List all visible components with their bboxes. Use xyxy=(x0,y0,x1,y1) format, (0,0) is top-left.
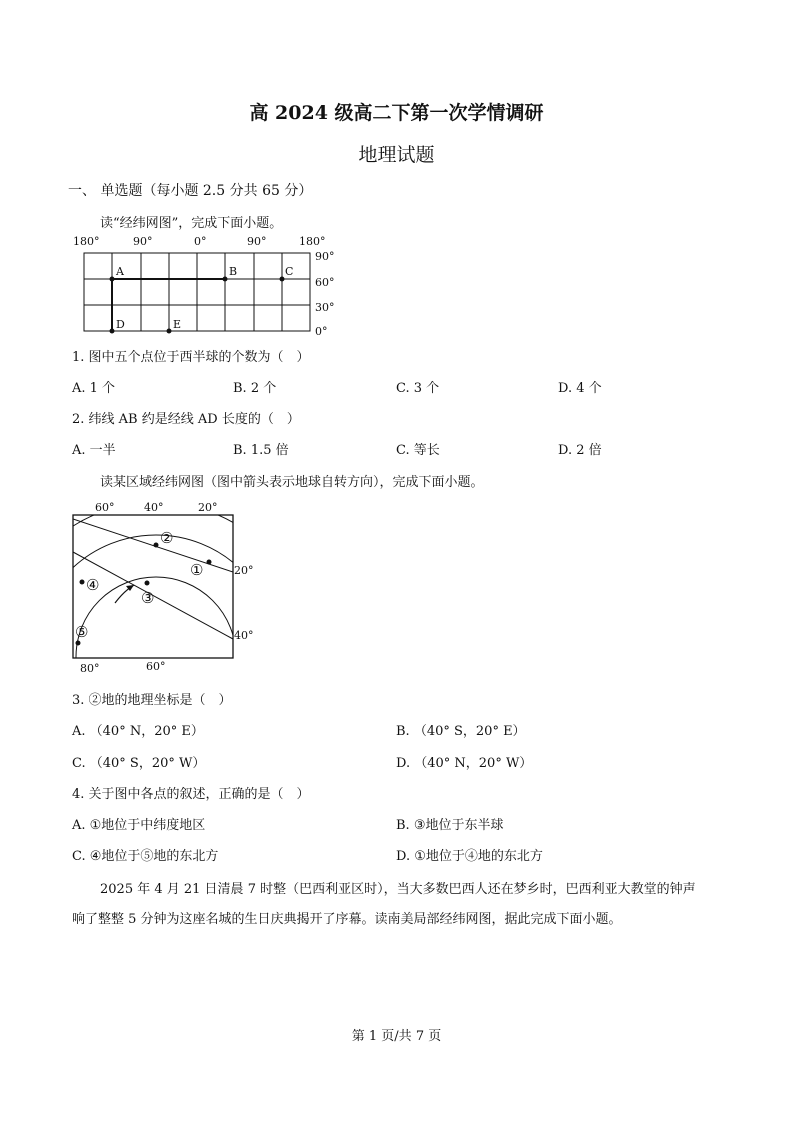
point-c-dot xyxy=(280,277,285,282)
lon-label-top: 40° xyxy=(144,501,164,514)
passage-line-1: 2025 年 4 月 21 日清晨 7 时整（巴西利亚区时），当大多数巴西人还在梦乡时，巴西利亚大教堂的钟声 xyxy=(100,882,696,897)
page-footer: 第 1 页/共 7 页 xyxy=(351,1029,442,1044)
q3-option-c[interactable]: C. （40° S，20° W） xyxy=(72,756,206,771)
lat-label-right: 20° xyxy=(234,564,254,577)
q4-option-d[interactable]: D. ①地位于④地的东北方 xyxy=(396,849,543,864)
q3-option-b[interactable]: B. （40° S，20° E） xyxy=(396,724,526,739)
page-subtitle: 地理试题 xyxy=(358,144,435,166)
section-heading: 一、 单选题（每小题 2.5 分共 65 分） xyxy=(68,183,313,199)
passage-line-2: 响了整整 5 分钟为这座名城的生日庆典揭开了序幕。读南美局部经纬网图，据此完成下面小题。 xyxy=(72,912,622,927)
point-b-dot xyxy=(223,277,228,282)
lat-label: 30° xyxy=(315,301,335,314)
point-label-d: D xyxy=(116,318,125,331)
point-label-b: B xyxy=(229,265,238,278)
q3-option-a[interactable]: A. （40° N，20° E） xyxy=(72,724,204,739)
lon-label-top: 60° xyxy=(95,501,115,514)
lon-label-bottom: 80° xyxy=(80,662,100,675)
point-label-3: ③ xyxy=(141,589,155,607)
lon-label: 0° xyxy=(194,235,207,248)
lat-label: 60° xyxy=(315,276,335,289)
page-title: 高 2024 级高二下第一次学情调研 xyxy=(249,102,544,124)
lat-label-right: 40° xyxy=(234,629,254,642)
question-2-stem: 2. 纬线 AB 约是经线 AD 长度的（ ） xyxy=(72,412,300,427)
q1-option-c[interactable]: C. 3 个 xyxy=(396,381,440,396)
point-2-dot xyxy=(154,543,159,548)
graticule-map-1 xyxy=(70,232,350,338)
q4-option-c[interactable]: C. ④地位于⑤地的东北方 xyxy=(72,849,219,864)
intro-text-1: 读“经纬网图”，完成下面小题。 xyxy=(100,216,283,231)
q2-option-a[interactable]: A. 一半 xyxy=(72,443,116,458)
question-4-stem: 4. 关于图中各点的叙述，正确的是（ ） xyxy=(72,787,310,802)
q2-option-b[interactable]: B. 1.5 倍 xyxy=(233,443,289,458)
lon-label: 180° xyxy=(299,235,326,248)
point-label-5: ⑤ xyxy=(75,623,89,641)
point-label-a: A xyxy=(116,265,124,278)
point-a-dot xyxy=(110,277,115,282)
q4-option-a[interactable]: A. ①地位于中纬度地区 xyxy=(72,818,206,833)
point-3-dot xyxy=(145,581,150,586)
point-5-dot xyxy=(76,641,81,646)
q1-option-d[interactable]: D. 4 个 xyxy=(558,381,602,396)
lon-label: 180° xyxy=(73,235,100,248)
graticule-map-2 xyxy=(68,497,268,677)
point-label-4: ④ xyxy=(86,576,100,594)
q2-option-c[interactable]: C. 等长 xyxy=(396,443,440,458)
point-label-2: ② xyxy=(160,529,174,547)
lat-label: 90° xyxy=(315,250,335,263)
point-label-e: E xyxy=(173,318,182,331)
point-label-1: ① xyxy=(190,561,204,579)
q2-option-d[interactable]: D. 2 倍 xyxy=(558,443,602,458)
point-4-dot xyxy=(80,580,85,585)
lon-label-bottom: 60° xyxy=(146,660,166,673)
intro-text-2: 读某区域经纬网图（图中箭头表示地球自转方向），完成下面小题。 xyxy=(100,475,484,490)
lon-label-top: 20° xyxy=(198,501,218,514)
lat-label: 0° xyxy=(315,325,328,338)
point-1-dot xyxy=(207,560,212,565)
q1-option-a[interactable]: A. 1 个 xyxy=(72,381,116,396)
question-1-stem: 1. 图中五个点位于西半球的个数为（ ） xyxy=(72,350,310,365)
question-3-stem: 3. ②地的地理坐标是（ ） xyxy=(72,693,232,708)
q1-option-b[interactable]: B. 2 个 xyxy=(233,381,277,396)
q3-option-d[interactable]: D. （40° N，20° W） xyxy=(396,756,533,771)
point-e-dot xyxy=(167,329,172,334)
lon-label: 90° xyxy=(133,235,153,248)
point-label-c: C xyxy=(285,265,294,278)
point-d-dot xyxy=(110,329,115,334)
lon-label: 90° xyxy=(247,235,267,248)
q4-option-b[interactable]: B. ③地位于东半球 xyxy=(396,818,504,833)
